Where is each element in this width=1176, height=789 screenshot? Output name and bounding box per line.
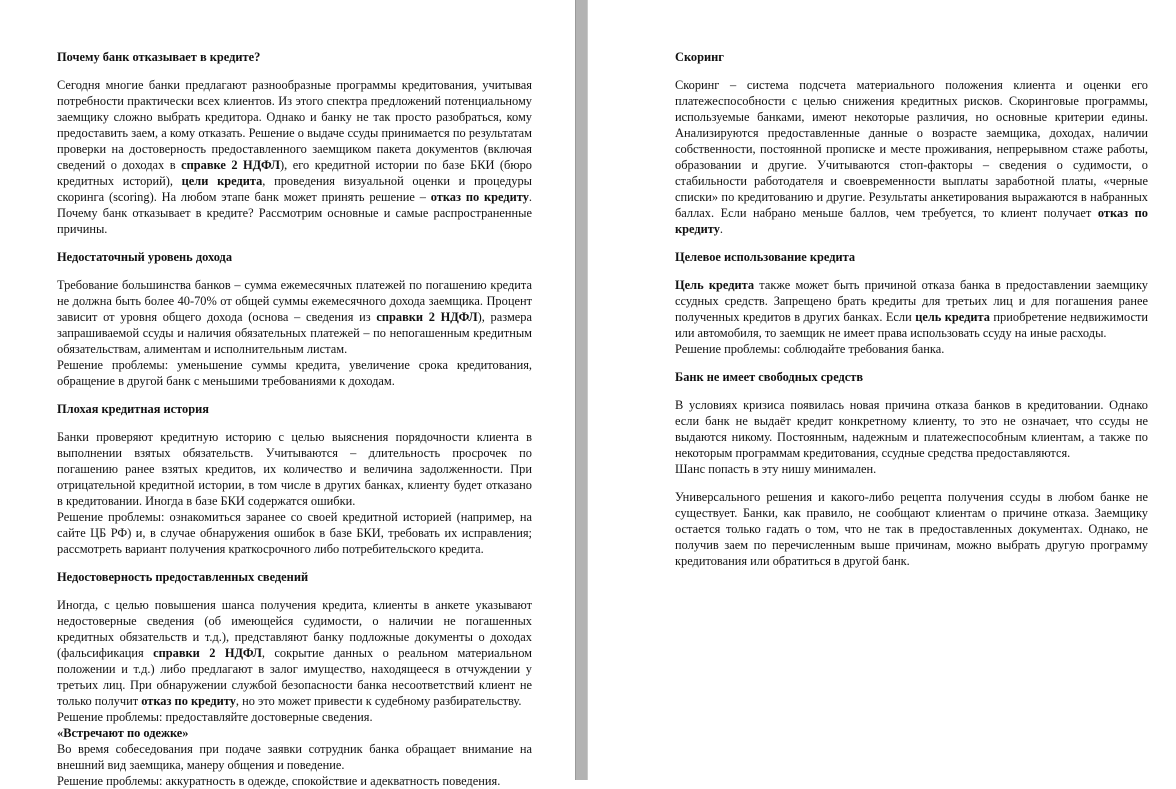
income-paragraph: Требование большинства банков – сумма ежемесячных платежей по погашению кредита не должна быть более 40-70% от общей суммы ежемесячного дохода заемщика. Процент зависит от уровня общего дохода (основа – сведения из справки 2 НДФЛ), размера запрашиваемой ссуды и наличия обязательных платежей – по непогашенным кредитным обязательствам, алиментам и исполнительным листам.: [57, 278, 532, 356]
page-right: [588, 0, 1176, 780]
false-info-solution: Решение проблемы: предоставляйте достоверные сведения.: [57, 710, 373, 724]
section-heading-no-funds: Банк не имеет свободных средств: [675, 370, 864, 384]
credit-history-solution: Решение проблемы: ознакомиться заранее со своей кредитной историей (например, на сайте ЦБ РФ) и, в случае обнаружения ошибок в базе БКИ, требовать их исправления; рассмотреть вариант получения краткосрочного либо потребительского кредита.: [57, 510, 532, 556]
appearance-paragraph: Во время собеседования при подаче заявки сотрудник банка обращает внимание на внешний вид заемщика, манеру общения и поведение.: [57, 742, 532, 772]
section-heading-scoring: Скоринг: [675, 50, 724, 64]
section-heading-loan-purpose: Целевое использование кредита: [675, 250, 856, 264]
section-heading-credit-history: Плохая кредитная история: [57, 402, 209, 416]
intro-paragraph: Сегодня многие банки предлагают разнообразные программы кредитования, учитывая потребности практически всех клиентов. Из этого спектра предложений потенциальному заемщику сложно выбрать кредитора. Однако и банку не так просто разобраться, кому предоставить заем, а кому отказать. Решение о выдаче ссуды принимается по результатам проверки на достоверность предоставленного заемщиком пакета документов (включая сведений о доходах в справке 2 НДФЛ), его кредитной истории по базе БКИ (бюро кредитных историй), цели кредита, проведения визуальной оценки и процедуры скоринга (scoring). На любом этапе банк может принять решение – отказ по кредиту. Почему банк отказывает в кредите? Рассмотрим основные и самые распространенные причины.: [57, 78, 532, 236]
appearance-solution: Решение проблемы: аккуратность в одежде, спокойствие и адекватность поведения.: [57, 774, 501, 788]
false-info-paragraph: Иногда, с целью повышения шанса получения кредита, клиенты в анкете указывают недостоверные сведения (об имеющейся судимости, о наличии не погашенных кредитных обязательств и т.д.), представляют банку подложные документы о доходах (фальсификация справки 2 НДФЛ, сокрытие данных о реальном материальном положении и т.д.) либо предлагают в залог имущество, находящееся в отчуждении у третьих лиц. При обнаружении службой безопасности банка несоответствий клиент не только получит отказ по кредиту, но это может привести к судебному разбирательству.: [57, 598, 532, 708]
no-funds-note: Шанс попасть в эту нишу минимален.: [675, 462, 877, 476]
page-left: [0, 0, 575, 788]
income-solution: Решение проблемы: уменьшение суммы кредита, увеличение срока кредитования, обращение в другой банк с меньшими требованиями к доходам.: [57, 358, 532, 388]
section-heading-false-info: Недостоверность предоставленных сведений: [57, 570, 309, 584]
page-gutter: [575, 0, 588, 780]
page-title: Почему банк отказывает в кредите?: [57, 50, 261, 64]
credit-history-paragraph: Банки проверяют кредитную историю с целью выяснения порядочности клиента в выполнении взятых обязательств. Учитываются – длительность просрочек по погашению ранее взятых кредитов, их количество и величина задолженности. При отрицательной кредитной истории, в том числе в других банках, клиенту будет отказано в кредитовании. Иногда в базе БКИ содержатся ошибки.: [57, 430, 532, 508]
loan-purpose-paragraph: Цель кредита также может быть причиной отказа банка в предоставлении заемщику ссудных средств. Запрещено брать кредиты для третьих лиц и для погашения ранее полученных кредитов в других банках. Если цель кредита приобретение недвижимости или автомобиля, то заемщик не имеет права использовать ссуду на иные расходы.: [675, 278, 1149, 340]
section-heading-appearance: «Встречают по одежке»: [57, 726, 189, 740]
section-heading-income: Недостаточный уровень дохода: [57, 250, 233, 264]
conclusion-paragraph: Универсального решения и какого-либо рецепта получения ссуды в любом банке не существует. Банки, как правило, не сообщают клиентам о причине отказа. Заемщику остается только гадать о том, что не так в предоставленных документах. Однако, не получив заем по перечисленным выше причинам, можно выбрать другую программу кредитования или обратиться в другой банк.: [675, 490, 1148, 568]
loan-purpose-solution: Решение проблемы: соблюдайте требования банка.: [675, 342, 945, 356]
no-funds-paragraph: В условиях кризиса появилась новая причина отказа банков в кредитовании. Однако если банк не выдаёт кредит конкретному клиенту, то это не означает, что ссуды не выдаются никому. Постоянным, надежным и платежеспособным клиентам, а также по некоторым программам кредитования, ссудные средства предоставляются.: [675, 398, 1148, 460]
scoring-paragraph: Скоринг – система подсчета материального положения клиента и оценки его платежеспособности с целью снижения кредитных рисков. Скоринговые программы, используемые банками, имеют некоторые различия, но основные критерии едины. Анализируются предоставленные данные о возрасте заемщика, доходах, наличии собственности, постоянной прописке и месте проживания, непрерывном стаже работы, образовании и другие. Учитываются стоп-факторы – сведения о судимости, о стабильности работодателя и своевременности выплаты заработной платы, «черные списки» по кредитованию и другие. Результаты анкетирования выражаются в набранных баллах. Если набрано меньше баллов, чем требуется, то клиент получает отказ по кредиту.: [675, 78, 1149, 236]
